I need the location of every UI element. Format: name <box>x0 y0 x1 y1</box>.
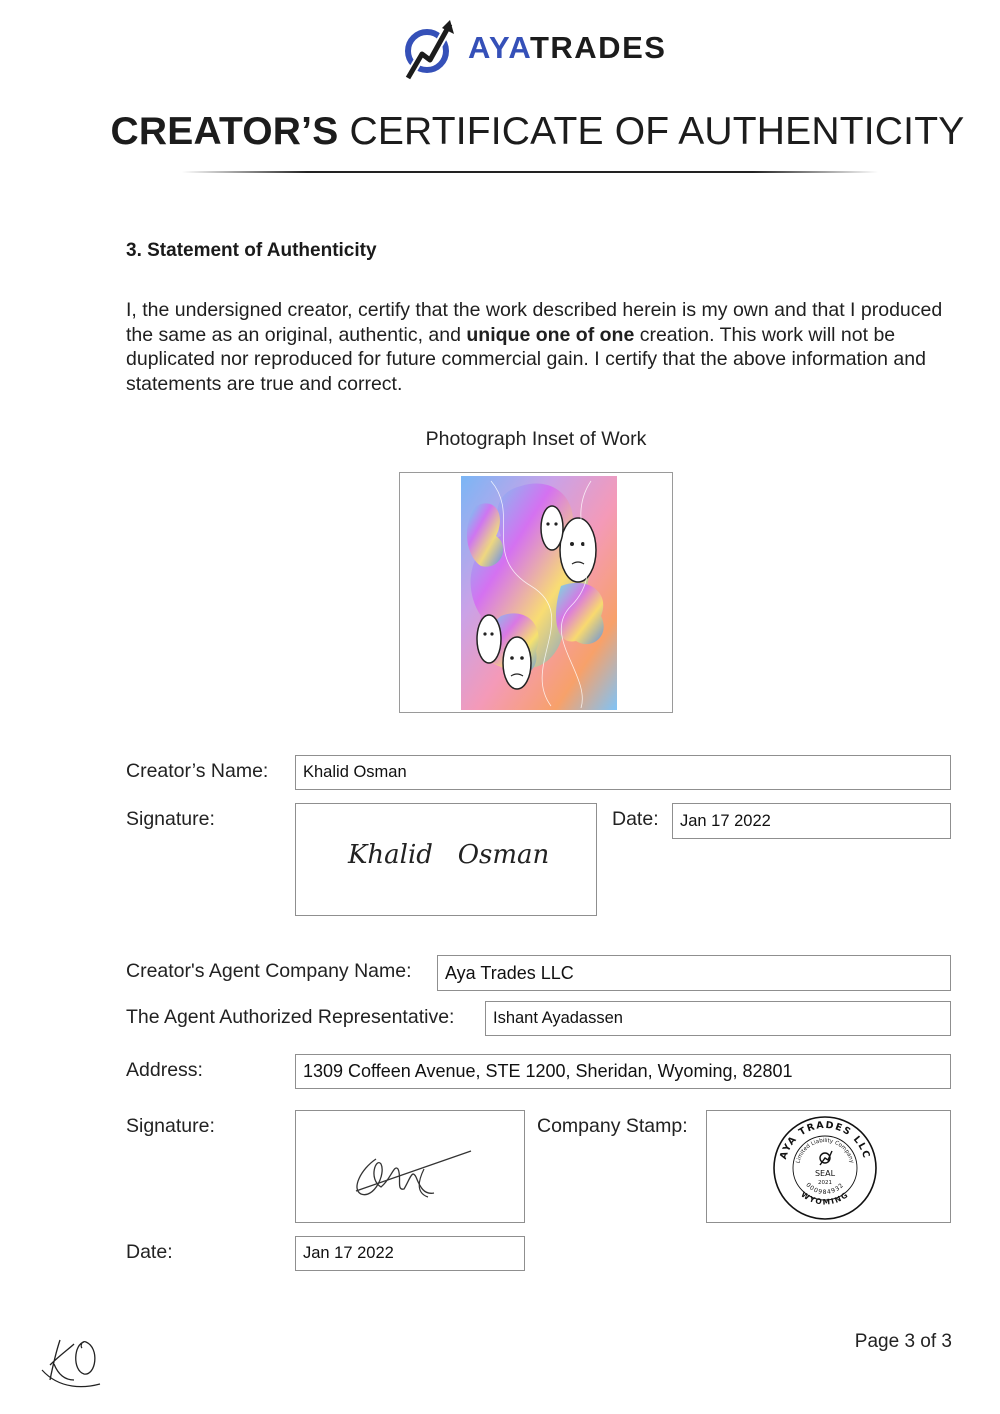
creator-name-field[interactable]: Khalid Osman <box>295 755 951 790</box>
stamp-year: 2021 <box>818 1180 832 1186</box>
title-rest: CERTIFICATE OF AUTHENTICITY <box>338 110 965 153</box>
stamp-inner-text: Limited Liability Company <box>795 1137 855 1164</box>
photo-caption: Photograph Inset of Work <box>425 428 647 450</box>
agent-rep-field[interactable]: Ishant Ayadassen <box>485 1001 951 1036</box>
photo-frame <box>399 472 673 713</box>
stamp-logo-icon <box>820 1151 832 1165</box>
title-bold-word: CREATOR’S <box>110 110 339 153</box>
statement-part2: creation. This work will not be duplicated nor reproduced for future commercial gain. I certify that the above information and statements are true and correct. <box>126 323 926 395</box>
agent-signature-scribble <box>346 1139 476 1204</box>
creator-date-label: Date: <box>612 808 659 830</box>
statement-bold: unique one of one <box>466 323 635 346</box>
statement-part1: I, the undersigned creator, certify that the work described herein is my own and that I produced the same as an original, authentic, and <box>126 299 943 346</box>
agent-signature-label: Signature: <box>126 1115 215 1137</box>
statement-paragraph <box>126 298 946 396</box>
brand-name-part1: AYA <box>468 30 530 65</box>
brand-name-part2: TRADES <box>529 30 667 65</box>
agent-signature-box[interactable] <box>295 1110 525 1223</box>
agent-company-label: Creator's Agent Company Name: <box>126 960 412 982</box>
page-number: Page 3 of 3 <box>854 1331 952 1352</box>
address-field[interactable]: 1309 Coffeen Avenue, STE 1200, Sheridan, Wyoming, 82801 <box>295 1054 951 1089</box>
address-label: Address: <box>126 1059 203 1081</box>
agent-rep-label: The Agent Authorized Representative: <box>126 1006 455 1028</box>
agent-company-field[interactable]: Aya Trades LLC <box>437 955 951 991</box>
initials-signature <box>40 1330 110 1392</box>
creator-signature-label: Signature: <box>126 808 215 830</box>
creator-signature-box[interactable] <box>295 803 597 916</box>
creator-signature-text: Khalid Osman <box>348 840 550 870</box>
artwork-image <box>461 476 617 710</box>
company-seal-stamp <box>771 1114 879 1222</box>
document-title <box>0 110 1000 154</box>
initials-scribble <box>40 1330 110 1392</box>
stamp-top-text: AYA TRADES LLC <box>778 1119 872 1161</box>
section-heading: 3. Statement of Authenticity <box>126 240 377 261</box>
creator-name-label: Creator’s Name: <box>126 760 269 782</box>
brand-name <box>468 30 666 66</box>
aya-trades-logo-icon <box>404 18 456 82</box>
svg-text:Limited Liability Company <box>795 1138 854 1165</box>
agent-date-field[interactable]: Jan 17 2022 <box>295 1236 525 1271</box>
company-stamp-label: Company Stamp: <box>537 1115 688 1137</box>
creator-date-field[interactable]: Jan 17 2022 <box>672 803 951 839</box>
stamp-number: 000984932 <box>804 1181 846 1196</box>
title-divider <box>182 171 878 173</box>
agent-date-label: Date: <box>126 1241 173 1263</box>
company-stamp-box <box>706 1110 951 1223</box>
stamp-seal-word: SEAL <box>814 1169 836 1178</box>
stamp-bottom-text: WYOMING <box>799 1189 851 1207</box>
